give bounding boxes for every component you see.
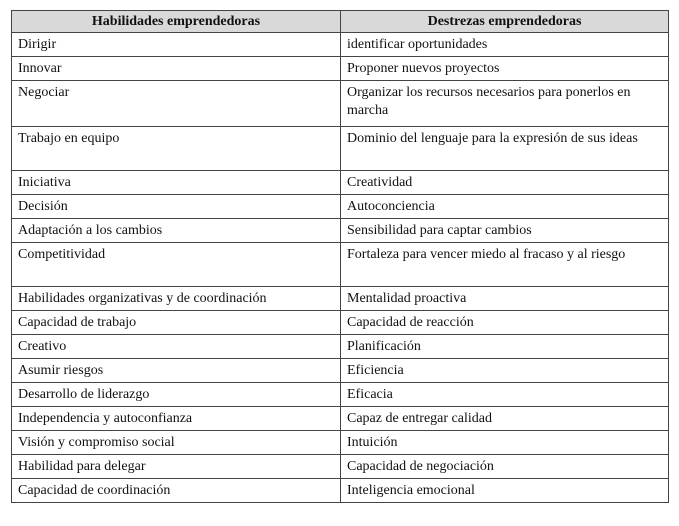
table-row (12, 127, 669, 171)
habilidad-cell: Visión y compromiso social (12, 431, 341, 455)
habilidad-cell: Innovar (12, 57, 341, 81)
table-row (12, 431, 669, 455)
habilidad-cell: Habilidades organizativas y de coordinación (12, 287, 341, 311)
table-row (12, 455, 669, 479)
destreza-cell: Capacidad de negociación (341, 455, 669, 479)
destreza-cell: Planificación (341, 335, 669, 359)
habilidad-cell: Capacidad de coordinación (12, 479, 341, 503)
header-habilidades: Habilidades emprendedoras (12, 11, 341, 33)
habilidad-cell: Negociar (12, 81, 341, 127)
table-row (12, 311, 669, 335)
habilidad-cell: Dirigir (12, 33, 341, 57)
habilidad-cell: Trabajo en equipo (12, 127, 341, 171)
table-row (12, 243, 669, 287)
table-body (12, 33, 669, 503)
destreza-cell: Intuición (341, 431, 669, 455)
table-row (12, 195, 669, 219)
destreza-cell: Fortaleza para vencer miedo al fracaso y al riesgo (341, 243, 669, 287)
destreza-cell: Inteligencia emocional (341, 479, 669, 503)
destreza-cell: Proponer nuevos proyectos (341, 57, 669, 81)
habilidad-cell: Habilidad para delegar (12, 455, 341, 479)
destreza-cell: Organizar los recursos necesarios para ponerlos en marcha (341, 81, 669, 127)
header-row (12, 11, 669, 33)
table-row (12, 33, 669, 57)
table-header (12, 11, 669, 33)
habilidad-cell: Capacidad de trabajo (12, 311, 341, 335)
skills-table (11, 10, 669, 503)
table-row (12, 171, 669, 195)
table-row (12, 335, 669, 359)
table-row (12, 407, 669, 431)
table-row (12, 359, 669, 383)
destreza-cell: Dominio del lenguaje para la expresión de sus ideas (341, 127, 669, 171)
table-row (12, 219, 669, 243)
habilidad-cell: Independencia y autoconfianza (12, 407, 341, 431)
habilidad-cell: Desarrollo de liderazgo (12, 383, 341, 407)
habilidad-cell: Creativo (12, 335, 341, 359)
destreza-cell: Capaz de entregar calidad (341, 407, 669, 431)
habilidad-cell: Decisión (12, 195, 341, 219)
habilidad-cell: Competitividad (12, 243, 341, 287)
habilidad-cell: Adaptación a los cambios (12, 219, 341, 243)
table-row (12, 383, 669, 407)
destreza-cell: Creatividad (341, 171, 669, 195)
destreza-cell: Mentalidad proactiva (341, 287, 669, 311)
habilidad-cell: Asumir riesgos (12, 359, 341, 383)
table-row (12, 287, 669, 311)
table-row (12, 479, 669, 503)
destreza-cell: Eficiencia (341, 359, 669, 383)
habilidad-cell: Iniciativa (12, 171, 341, 195)
destreza-cell: identificar oportunidades (341, 33, 669, 57)
destreza-cell: Capacidad de reacción (341, 311, 669, 335)
destreza-cell: Autoconciencia (341, 195, 669, 219)
destreza-cell: Sensibilidad para captar cambios (341, 219, 669, 243)
header-destrezas: Destrezas emprendedoras (341, 11, 669, 33)
destreza-cell: Eficacia (341, 383, 669, 407)
table-row (12, 81, 669, 127)
table-row (12, 57, 669, 81)
